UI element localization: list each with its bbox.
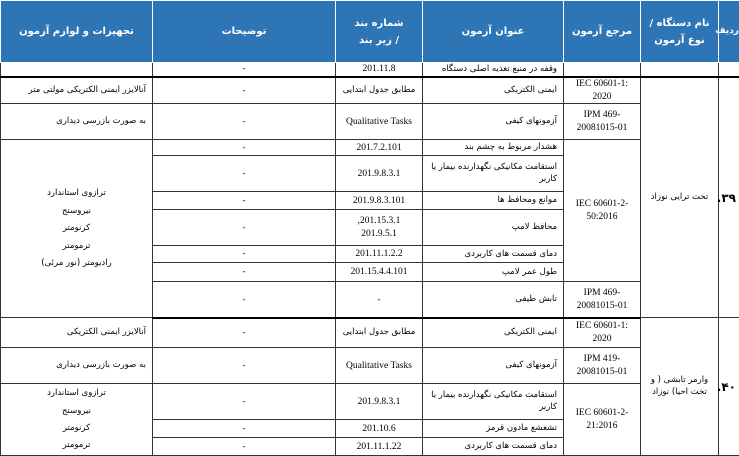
device-name: تخت ترایی نوزاد (641, 77, 719, 318)
table-row (1, 77, 739, 104)
row-number: ۴۰. (719, 318, 739, 456)
clause-number: Qualitative Tasks (336, 104, 423, 140)
header-device: نام دستگاه / نوع آزمون (641, 1, 719, 63)
notes-cell: - (153, 192, 336, 210)
equipment-item: ترازوی استاندارد (4, 385, 149, 402)
test-title: هشدار مربوط به چشم بند (423, 140, 564, 156)
table-row (1, 384, 739, 420)
equipment-item: ترازوی استاندارد (4, 185, 149, 202)
test-title: وقفه در منبع تغذیه اصلی دستگاه (423, 63, 564, 77)
test-title: دمای قسمت های کاربردی (423, 438, 564, 456)
test-title: استقامت مکانیکی نگهدارنده بیمار یا کاربر (423, 156, 564, 192)
test-title: طول عمر لامپ (423, 263, 564, 282)
notes-cell: - (153, 438, 336, 456)
table-row (1, 140, 739, 156)
notes-cell: - (153, 263, 336, 282)
equipment-item: ترمومتر (4, 437, 149, 454)
test-reference: IPM 469-20081015-01 (564, 282, 641, 318)
notes-cell: - (153, 384, 336, 420)
test-reference: IPM 419-20081015-01 (564, 348, 641, 384)
test-title: تشعشع مادون قرمز (423, 420, 564, 438)
device-name: وارمر تابشی ( و تخت احیا) نوزاد (641, 318, 719, 456)
equipment-item: ترمومتر (4, 238, 149, 255)
clause-number: 201.11.8 (336, 63, 423, 77)
table-header-row (1, 1, 739, 63)
test-title: آزمونهای کیفی (423, 348, 564, 384)
equipment-cell: آنالایزر ایمنی الکتریکی (1, 318, 153, 348)
clause-number: 201.9.8.3.1 (336, 156, 423, 192)
clause-number: - (336, 282, 423, 318)
equipment-item: رادیومتر (نور مرئی) (4, 255, 149, 272)
clause-number: مطابق جدول ابتدایی (336, 318, 423, 348)
test-title: آزمونهای کیفی (423, 104, 564, 140)
clause-number: 201.7.2.101 (336, 140, 423, 156)
clause-number: 201.15.3.1, 201.9.5.1 (336, 210, 423, 246)
notes-cell: - (153, 348, 336, 384)
notes-cell: - (153, 420, 336, 438)
clause-number: 201.9.8.3.1 (336, 384, 423, 420)
test-title: ایمنی الکتریکی (423, 318, 564, 348)
header-row-number: ردیف (719, 1, 739, 63)
equipment-list (1, 140, 153, 318)
notes-cell: - (153, 140, 336, 156)
clause-number: 201.10.6 (336, 420, 423, 438)
notes-cell: - (153, 77, 336, 104)
notes-cell: - (153, 282, 336, 318)
equipment-cell: به صورت بازرسی دیداری (1, 104, 153, 140)
test-reference: IEC 60601-2-21:2016 (564, 384, 641, 456)
test-title: تابش طیفی (423, 282, 564, 318)
clause-number: 201.15.4.4.101 (336, 263, 423, 282)
header-reference: مرجع آزمون (564, 1, 641, 63)
notes-cell: - (153, 63, 336, 77)
header-title: عنوان آزمون (423, 1, 564, 63)
test-reference: IPM 469-20081015-01 (564, 104, 641, 140)
table-row (1, 63, 739, 77)
table-row (1, 104, 739, 140)
header-equipment: تجهیزات و لوازم آزمون (1, 1, 153, 63)
equipment-item: کرنومتر (4, 220, 149, 237)
test-title: ایمنی الکتریکی (423, 77, 564, 104)
row-number: ۳۹. (719, 77, 739, 318)
test-reference: IEC 60601-1: 2020 (564, 77, 641, 104)
test-title: دمای قسمت های کاربردی (423, 246, 564, 263)
notes-cell: - (153, 210, 336, 246)
clause-number: 201.9.8.3.101 (336, 192, 423, 210)
test-title: استقامت مکانیکی نگهدارنده بیمار یا کاربر (423, 384, 564, 420)
equipment-item: کرنومتر (4, 420, 149, 437)
table-row (1, 348, 739, 384)
notes-cell: - (153, 246, 336, 263)
equipment-cell: به صورت بازرسی دیداری (1, 348, 153, 384)
equipment-list (1, 384, 153, 456)
clause-number: Qualitative Tasks (336, 348, 423, 384)
header-notes: توضیحات (153, 1, 336, 63)
table-row (1, 318, 739, 348)
notes-cell: - (153, 104, 336, 140)
header-clause: شماره بند / زیر بند (336, 1, 423, 63)
clause-number: 201.11.1.2.2 (336, 246, 423, 263)
notes-cell: - (153, 318, 336, 348)
test-reference: IEC 60601-2-50:2016 (564, 140, 641, 282)
equipment-item: نیروسنج (4, 403, 149, 420)
test-reference: IEC 60601-1: 2020 (564, 318, 641, 348)
equipment-cell: آنالایزر ایمنی الکتریکی مولتی متر (1, 77, 153, 104)
clause-number: 201.11.1.22 (336, 438, 423, 456)
clause-number: مطابق جدول ابتدایی (336, 77, 423, 104)
equipment-item: نیروسنج (4, 203, 149, 220)
test-title: محافظ لامپ (423, 210, 564, 246)
test-title: موانع ومحافظ ها (423, 192, 564, 210)
notes-cell: - (153, 156, 336, 192)
